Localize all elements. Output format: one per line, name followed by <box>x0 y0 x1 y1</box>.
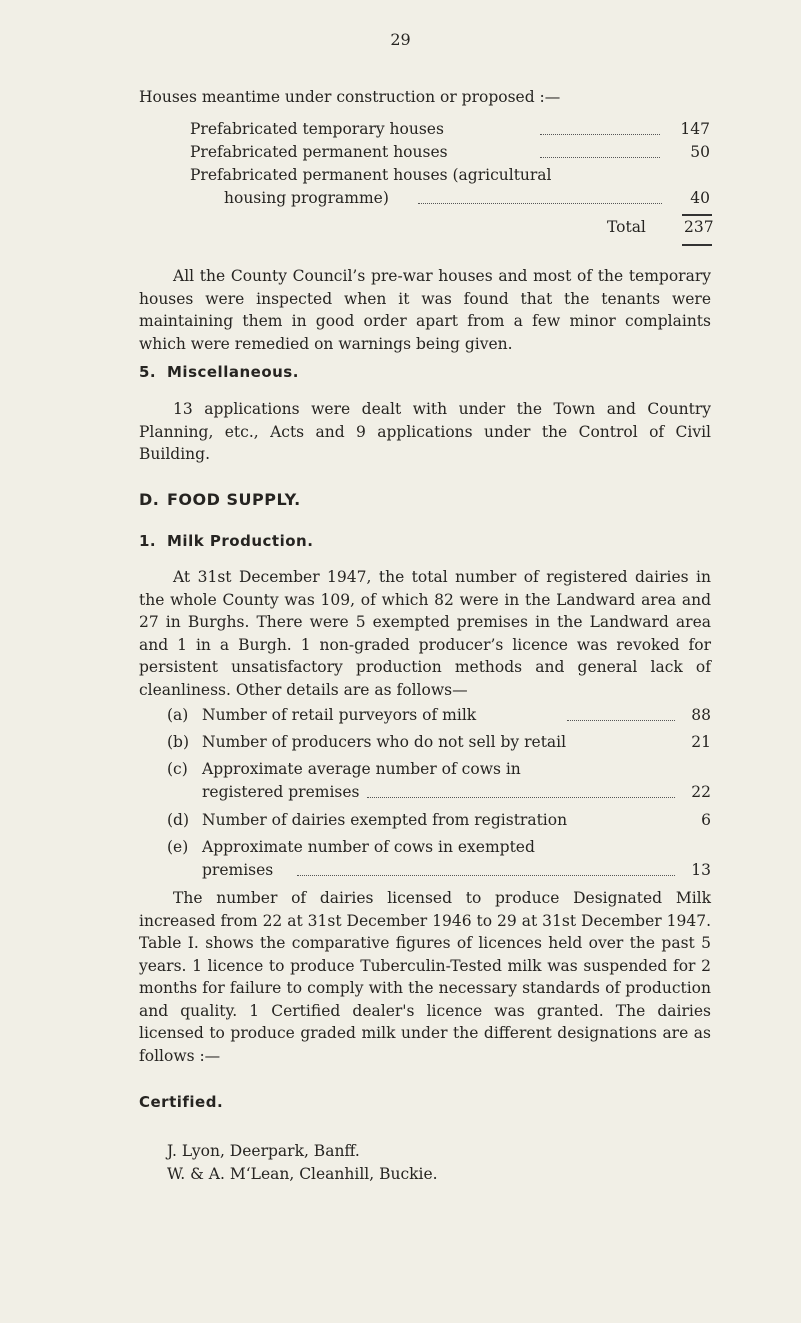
designated-milk-paragraph-text: The number of dairies licensed to produce Designated Milk increased from 22 at 31st December 1946 to 29 at 31st December 1947. Table I. shows the comparative figures of licences held over the past 5 years. 1 licence to produce Tuberculin-Tested milk was suspended for 2 months for failure to comply with the necessary standards of production and quality. 1 Certified dealer's licence was granted. The dairies licensed to produce graded milk under the different designations are as follows :— <box>139 889 711 1065</box>
section-letter: D. <box>139 490 160 509</box>
details-marker: (a) <box>167 706 189 724</box>
leader-dots <box>367 797 675 798</box>
details-value: 22 <box>691 783 711 801</box>
details-label: Approximate number of cows in exempted <box>202 838 535 856</box>
certified-heading <box>139 1093 223 1111</box>
details-label: Approximate average number of cows in <box>202 760 521 778</box>
total-rule-top <box>682 214 712 216</box>
details-value: 88 <box>691 706 711 724</box>
milk-paragraph <box>139 566 711 701</box>
section-d-heading <box>139 490 301 509</box>
section-number: 5. <box>139 363 157 381</box>
section-title: Milk Production. <box>167 532 314 550</box>
section-title: FOOD SUPPLY. <box>167 490 301 509</box>
houses-item-label: Prefabricated permanent houses (agricultural <box>190 166 552 184</box>
leader-dots <box>418 203 662 204</box>
page-number: 29 <box>390 30 411 49</box>
milk-paragraph-text: At 31st December 1947, the total number of registered dairies in the whole County was 109, of which 82 were in the Landward area and 27 in Burghs. There were 5 exempted premises in the Landward area and 1 in a Burgh. 1 non-graded producer’s licence was revoked for persistent unsatisfactory production methods and general lack of cleanliness. Other details are as follows— <box>139 568 711 699</box>
section-5-heading <box>139 363 299 381</box>
details-marker: (b) <box>167 733 190 751</box>
houses-item-value: 147 <box>680 120 710 138</box>
houses-item-continued <box>190 189 710 207</box>
houses-item-label: Prefabricated permanent houses <box>190 143 448 161</box>
planning-paragraph-text: 13 applications were dealt with under the Town and Country Planning, etc., Acts and 9 applications under the Control of Civil Building. <box>139 400 711 463</box>
leader-dots <box>567 720 675 721</box>
details-marker: (c) <box>167 760 188 778</box>
inspection-paragraph-text: All the County Council’s pre-war houses and most of the temporary houses were inspected when it was found that the tenants were maintaining them in good order apart from a few minor complaints which were remedied on warnings being given. <box>139 267 711 353</box>
details-value: 13 <box>691 861 711 879</box>
leader-dots <box>540 134 660 135</box>
address-line: W. & A. M‘Lean, Cleanhill, Buckie. <box>167 1165 438 1183</box>
planning-paragraph <box>139 398 711 466</box>
houses-intro: Houses meantime under construction or proposed :— <box>139 88 561 106</box>
section-number: 1. <box>139 532 157 550</box>
details-label-continued: registered premises <box>202 783 360 801</box>
certified-title: Certified. <box>139 1093 224 1111</box>
details-value: 21 <box>691 733 711 751</box>
details-label-continued: premises <box>202 861 274 879</box>
houses-item <box>190 120 710 138</box>
houses-item-value: 50 <box>690 143 710 161</box>
section-1-heading <box>139 532 313 550</box>
total-value: 237 <box>684 218 714 236</box>
details-label: Number of dairies exempted from registration <box>202 811 568 829</box>
details-marker: (d) <box>167 811 190 829</box>
total-label: Total <box>607 218 646 236</box>
houses-item-value: 40 <box>690 189 710 207</box>
houses-item <box>190 166 710 184</box>
address-line: J. Lyon, Deerpark, Banff. <box>167 1142 360 1160</box>
inspection-paragraph <box>139 265 711 355</box>
leader-dots <box>540 157 660 158</box>
details-label: Number of retail purveyors of milk <box>202 706 477 724</box>
houses-item-label-continued: housing programme) <box>224 189 389 207</box>
total-rule-bottom <box>682 244 712 246</box>
houses-item-label: Prefabricated temporary houses <box>190 120 444 138</box>
leader-dots <box>297 875 675 876</box>
details-marker: (e) <box>167 838 189 856</box>
section-title: Miscellaneous. <box>167 363 299 381</box>
houses-item <box>190 143 710 161</box>
designated-milk-paragraph <box>139 887 711 1067</box>
details-label: Number of producers who do not sell by retail <box>202 733 567 751</box>
details-value: 6 <box>701 811 711 829</box>
